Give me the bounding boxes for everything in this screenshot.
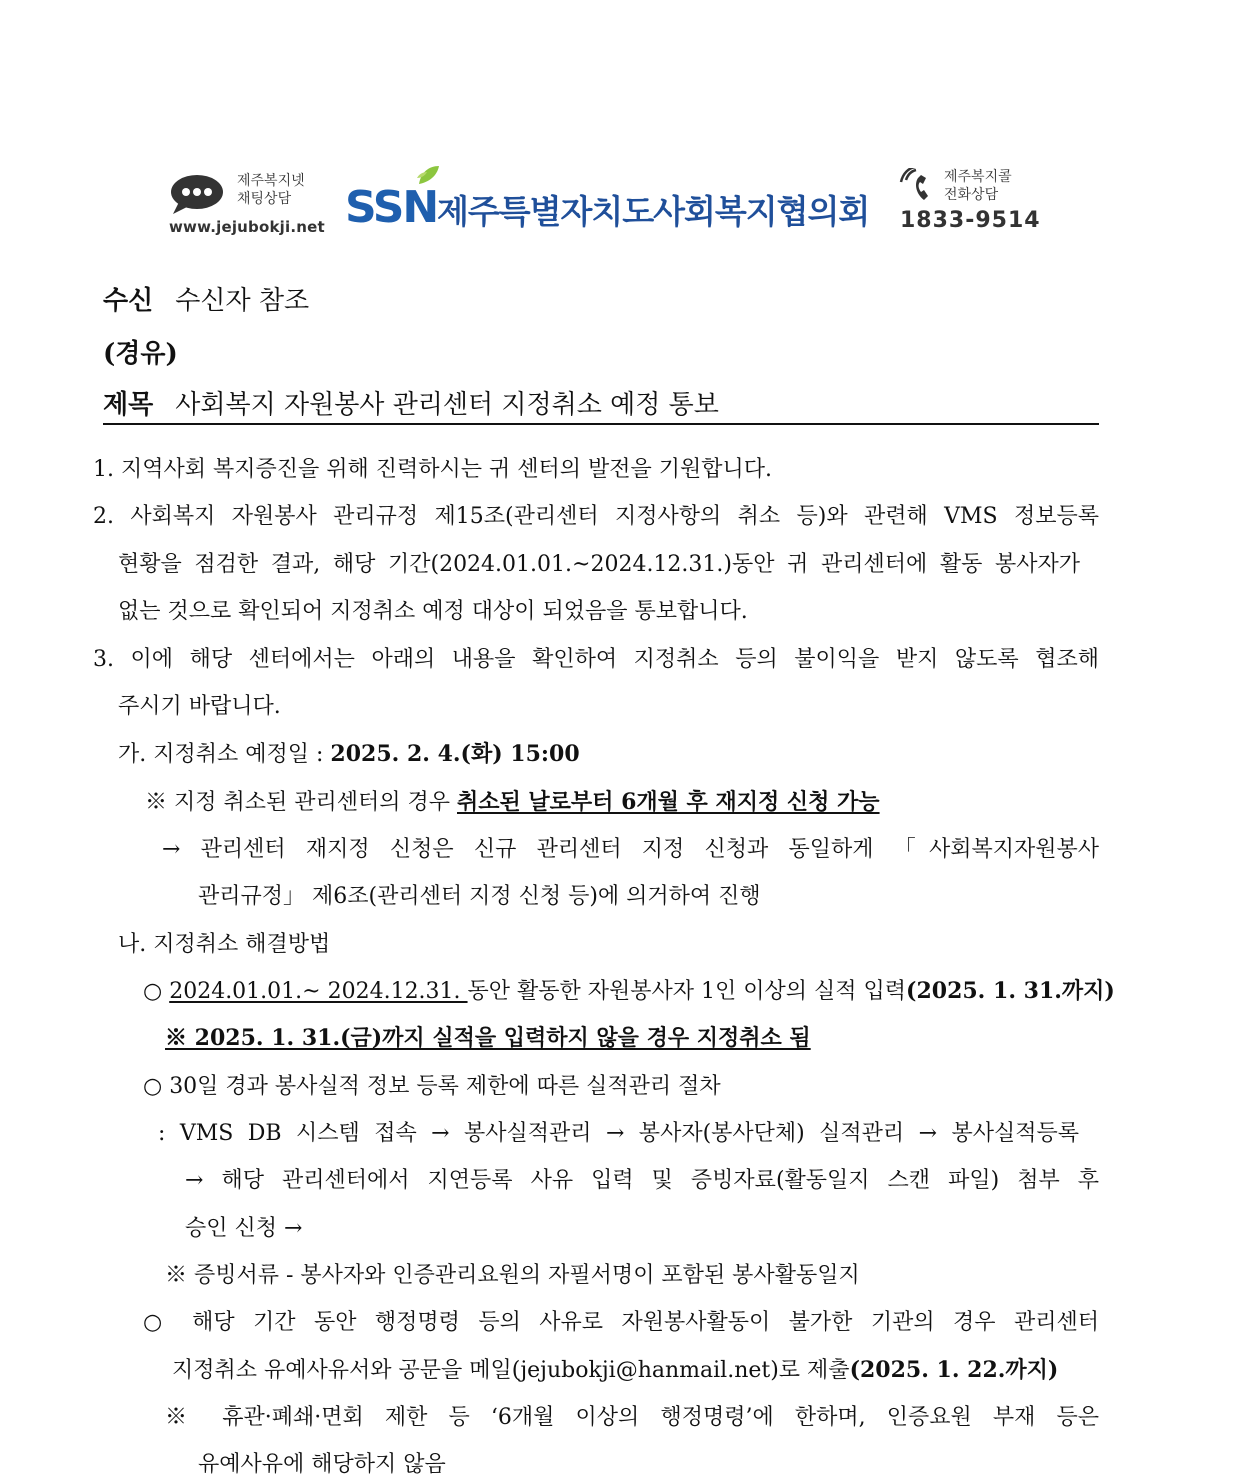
item-ga-label: 가. 지정취소 예정일 : (118, 742, 331, 767)
via-label: (경유) (103, 339, 178, 369)
call-line2: 전화상담 (944, 187, 999, 203)
chat-consult-logo (165, 168, 330, 238)
item-na-1-note (165, 1021, 811, 1052)
paragraph-3-line-2: 주시기 바랍니다. (118, 694, 281, 719)
paragraph-2-line-3: 없는 것으로 확인되어 지정취소 예정 대상이 되었음을 통보합니다. (118, 599, 748, 624)
recipient-row (103, 280, 309, 317)
activity-period: 2024.01.01.~ 2024.12.31. (169, 979, 468, 1004)
item-na-3-line-2 (172, 1353, 1058, 1384)
item-na-1 (143, 974, 1115, 1005)
cancellation-date: 2025. 2. 4.(화) 15:00 (330, 741, 580, 767)
item-na-title: 나. 지정취소 해결방법 (118, 932, 331, 957)
item-ga-arrow-line-1: → 관리센터 재지정 신청은 신규 관리센터 지정 신청과 동일하게 「사회복지자원봉사 (162, 837, 1099, 862)
reapply-notice: 취소된 날로부터 6개월 후 재지정 신청 가능 (457, 789, 880, 815)
subject-row (103, 384, 719, 421)
paragraph-3-line-1: 3. 이에 해당 센터에서는 아래의 내용을 확인하여 지정취소 등의 불이익을 받지 않도록 협조해 (93, 647, 1099, 672)
ssn-mark: SSN (345, 182, 438, 233)
paragraph-2-line-2: 현황을 점검한 결과, 해당 기간(2024.01.01.~2024.12.31.)동안 귀 관리센터에 활동 봉사자가 (118, 552, 1080, 577)
paragraph-1: 1. 지역사회 복지증진을 위해 진력하시는 귀 센터의 발전을 기원합니다. (93, 457, 772, 482)
item-na-2: ○ 30일 경과 봉사실적 정보 등록 제한에 따른 실적관리 절차 (143, 1074, 721, 1099)
website-url: www.jejubokji.net (169, 218, 325, 236)
chat-bubble-icon (169, 172, 231, 216)
call-consult-text (944, 168, 1012, 204)
item-na-3-note-line-2: 유예사유에 해당하지 않음 (198, 1452, 446, 1477)
chat-consult-text (237, 172, 305, 208)
subject-divider (103, 423, 1099, 425)
chat-line2: 채팅상담 (237, 191, 292, 207)
item-ga-arrow-line-2: 관리규정」 제6조(관리센터 지정 신청 등)에 의거하여 진행 (198, 884, 761, 909)
recipient-value: 수신자 참조 (175, 286, 310, 316)
item-na-3-note-line-1: ※ 휴관·폐쇄·면회 제한 등 ‘6개월 이상의 행정명령’에 한하며, 인증요원 부재 등은 (165, 1405, 1099, 1430)
call-consult-logo (898, 166, 1048, 236)
cancellation-warning: ※ 2025. 1. 31.(금)까지 실적을 입력하지 않을 경우 지정취소 됨 (165, 1025, 811, 1051)
recipient-label: 수신 (103, 286, 154, 316)
letterhead (165, 160, 1045, 240)
item-na-2-step-line-3: 승인 신청 → (185, 1216, 303, 1241)
item-ga-note (145, 785, 880, 816)
item-na-3-text: 지정취소 유예사유서와 공문을 메일(jejubokji@hanmail.net)로 제출 (172, 1358, 850, 1383)
ssn-logo (345, 164, 885, 234)
item-na-2-note: ※ 증빙서류 - 봉사자와 인증관리요원의 자필서명이 포함된 봉사활동일지 (165, 1263, 860, 1288)
organization-name: 제주특별자치도사회복지협의회 (437, 192, 870, 231)
subject-value: 사회복지 자원봉사 관리센터 지정취소 예정 통보 (175, 390, 719, 420)
chat-line1: 제주복지넷 (237, 173, 305, 189)
via-row (103, 333, 200, 370)
phone-number: 1833-9514 (900, 208, 1041, 233)
item-na-2-step-line-2: → 해당 관리센터에서 지연등록 사유 입력 및 증빙자료(활동일지 스캔 파일) 첨부 후 (185, 1168, 1099, 1193)
item-ga (118, 737, 580, 768)
input-deadline: (2025. 1. 31.까지) (906, 978, 1115, 1004)
paragraph-2-line-1: 2. 사회복지 자원봉사 관리규정 제15조(관리센터 지정사항의 취소 등)와 관련해 VMS 정보등록 (93, 504, 1099, 529)
bullet: ○ (143, 979, 170, 1004)
item-na-1-text: 동안 활동한 자원봉사자 1인 이상의 실적 입력 (467, 979, 907, 1004)
subject-label: 제목 (103, 390, 154, 420)
item-ga-note-text: ※ 지정 취소된 관리센터의 경우 (145, 790, 457, 815)
submission-deadline: (2025. 1. 22.까지) (849, 1357, 1059, 1383)
item-na-2-step-line-1: : VMS DB 시스템 접속 → 봉사실적관리 → 봉사자(봉사단체) 실적관리 → 봉사실적등록 (158, 1121, 1079, 1146)
phone-icon (898, 168, 940, 204)
item-na-3-line-1: ○ 해당 기간 동안 행정명령 등의 사유로 자원봉사활동이 불가한 기관의 경우 관리센터 (143, 1310, 1099, 1335)
call-line1: 제주복지콜 (944, 169, 1012, 185)
